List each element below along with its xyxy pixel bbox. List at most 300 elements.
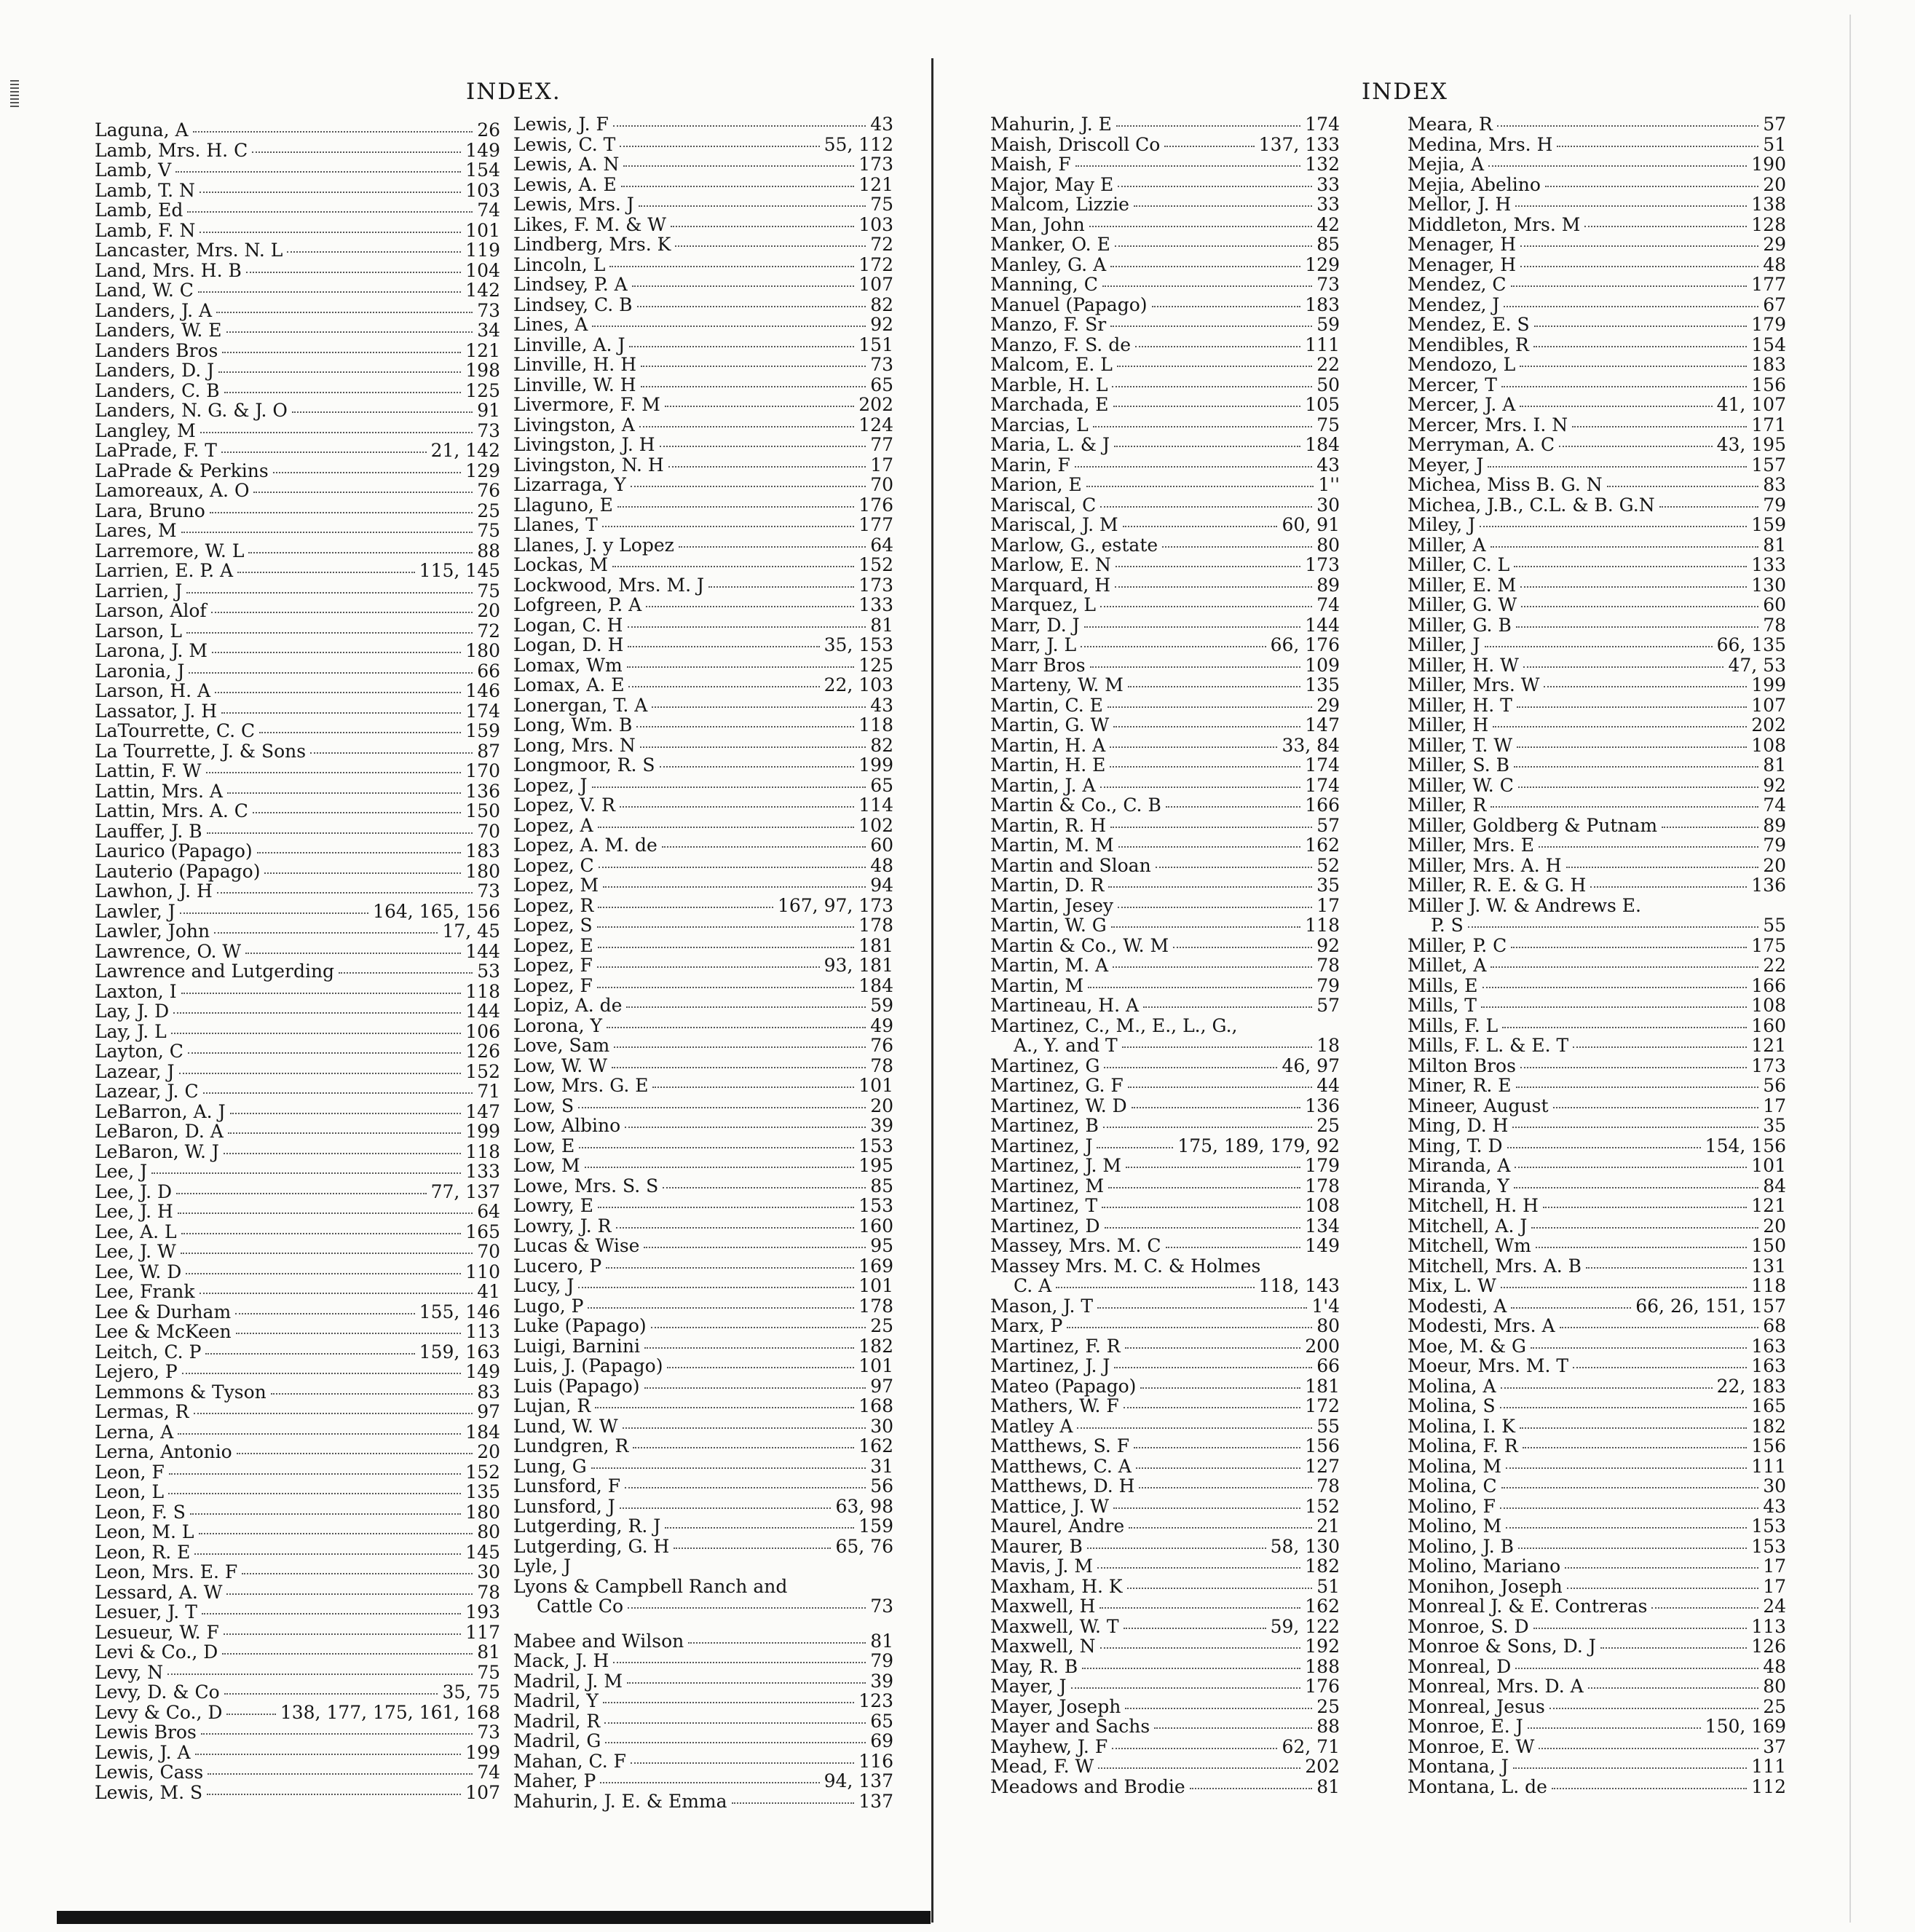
index-entry — [95, 240, 500, 261]
dot-leader — [632, 285, 855, 287]
dot-leader — [597, 926, 855, 928]
entry-pages: 97 — [870, 1375, 893, 1397]
entry-pages: 182 — [858, 1335, 893, 1357]
index-entry — [1407, 1316, 1786, 1336]
entry-pages: 181 — [1305, 1375, 1340, 1397]
dot-leader — [1115, 586, 1312, 588]
dot-leader — [674, 1547, 831, 1549]
entry-name: Lay, J. L — [95, 1020, 167, 1042]
index-entry — [990, 154, 1340, 175]
entry-name: Miller J. W. & Andrews E. — [1407, 894, 1641, 916]
entry-name: Mendibles, R — [1407, 334, 1529, 355]
dot-leader — [1123, 526, 1278, 527]
dot-leader — [212, 652, 461, 653]
entry-name: Maurer, B — [990, 1535, 1083, 1557]
index-entry — [95, 381, 500, 401]
dot-leader — [1517, 706, 1747, 708]
entry-name: Lewis, Mrs. J — [513, 194, 634, 215]
dot-leader — [1502, 1027, 1747, 1028]
entry-name: Martinez, B — [990, 1115, 1099, 1136]
entry-name: Miller, H — [1407, 714, 1489, 736]
index-entry — [95, 1602, 500, 1623]
entry-pages: 112 — [1751, 1775, 1786, 1797]
dot-leader — [1651, 1607, 1758, 1609]
entry-name: Mix, L. W — [1407, 1275, 1496, 1296]
entry-pages: 130 — [1751, 574, 1786, 596]
dot-leader — [1557, 146, 1758, 147]
dot-leader — [1118, 186, 1312, 187]
index-column-4 — [1407, 114, 1786, 1797]
dot-leader — [224, 1693, 438, 1695]
entry-pages: 60, 91 — [1282, 514, 1340, 535]
entry-name: Lay, J. D — [95, 1001, 170, 1022]
entry-pages: 67 — [1763, 293, 1786, 315]
entry-name: Miller, E. M — [1407, 574, 1517, 596]
index-entry — [95, 221, 500, 241]
entry-name: Mejia, Abelino — [1407, 173, 1541, 195]
entry-pages: 64 — [870, 534, 893, 556]
dot-leader — [1500, 1407, 1748, 1408]
index-entry — [513, 816, 893, 836]
entry-pages: 151 — [858, 334, 893, 355]
entry-pages: 138, 177, 175, 161, 168 — [280, 1701, 500, 1723]
dot-leader — [616, 1227, 855, 1229]
entry-name: Lopiz, A. de — [513, 995, 623, 1016]
entry-name: Menager, H — [1407, 253, 1517, 275]
dot-leader — [224, 392, 462, 393]
entry-pages: 33 — [1316, 173, 1340, 195]
entry-name: Larrien, J — [95, 580, 183, 602]
entry-pages: 121 — [1751, 1195, 1786, 1216]
index-entry — [990, 955, 1340, 976]
entry-pages: 145 — [465, 1541, 500, 1563]
dot-leader — [1482, 987, 1748, 988]
index-entry — [1407, 795, 1786, 816]
entry-name: Lamb, T. N — [95, 179, 195, 201]
entry-name: Luigi, Barnini — [513, 1335, 641, 1357]
index-entry — [95, 1542, 500, 1563]
entry-pages: 128 — [1751, 213, 1786, 235]
entry-pages: 105 — [1305, 394, 1340, 415]
entry-pages: 167, 97, 173 — [777, 894, 893, 916]
entry-pages: 81 — [870, 1630, 893, 1652]
index-entry — [513, 1236, 893, 1256]
entry-pages: 153 — [1751, 1515, 1786, 1537]
dot-leader — [1659, 506, 1759, 508]
dot-leader — [1520, 366, 1747, 367]
entry-pages: 166 — [1751, 974, 1786, 996]
entry-name: Lutgerding, G. H — [513, 1535, 670, 1557]
dot-leader — [1507, 1147, 1701, 1148]
entry-name: Lowry, J. R — [513, 1215, 612, 1237]
dot-leader — [1122, 1046, 1312, 1048]
index-entry — [990, 835, 1340, 856]
dot-leader — [180, 912, 368, 914]
index-entry — [513, 1096, 893, 1116]
entry-pages: 77, 137 — [430, 1180, 500, 1202]
entry-pages: 25 — [870, 1315, 893, 1336]
entry-pages: 129 — [1305, 253, 1340, 275]
entry-name: Madril, Y — [513, 1690, 599, 1711]
index-entry — [95, 1582, 500, 1603]
entry-pages: 17 — [1763, 1556, 1786, 1577]
dot-leader — [189, 672, 473, 674]
entry-name: Mendozo, L — [1407, 354, 1516, 375]
index-entry — [513, 675, 893, 695]
index-entry — [95, 661, 500, 682]
index-entry — [990, 295, 1340, 315]
dot-leader — [1501, 386, 1747, 387]
entry-pages: 82 — [870, 734, 893, 756]
entry-pages: 1'4 — [1311, 1295, 1340, 1317]
entry-pages: 126 — [1751, 1636, 1786, 1657]
entry-pages: 80 — [477, 1521, 500, 1542]
entry-pages: 184 — [465, 1421, 500, 1443]
entry-name: Martinez, M — [990, 1175, 1105, 1196]
index-entry — [95, 1342, 500, 1363]
dot-leader — [633, 1447, 854, 1448]
index-entry — [513, 1596, 893, 1617]
index-entry — [990, 435, 1340, 455]
entry-pages: 84 — [1763, 1175, 1786, 1196]
dot-leader — [1518, 1547, 1747, 1549]
index-entry — [1407, 1537, 1786, 1557]
dot-leader — [200, 232, 461, 233]
dot-leader — [1515, 1167, 1747, 1168]
dot-leader — [1190, 1788, 1313, 1789]
index-entry — [95, 861, 500, 882]
index-entry — [1407, 915, 1786, 936]
entry-pages: 149 — [465, 1361, 500, 1382]
entry-pages: 89 — [1316, 574, 1340, 596]
entry-name: Monroe, S. D — [1407, 1615, 1529, 1637]
dot-leader — [578, 1107, 866, 1108]
dot-leader — [200, 432, 473, 433]
entry-pages: 156 — [1751, 374, 1786, 395]
entry-pages: 199 — [465, 1121, 500, 1142]
entry-name: Lawrence, O. W — [95, 940, 242, 962]
dot-leader — [604, 1722, 866, 1724]
index-entry — [95, 421, 500, 441]
index-entry — [1407, 295, 1786, 315]
entry-pages: 50 — [1316, 374, 1340, 395]
entry-pages: 154, 156 — [1705, 1135, 1786, 1156]
dot-leader — [1152, 306, 1301, 307]
index-entry — [513, 395, 893, 415]
entry-pages: 133 — [465, 1161, 500, 1182]
dot-leader — [226, 1714, 275, 1715]
entry-name: Martin and Sloan — [990, 854, 1151, 876]
index-entry — [990, 675, 1340, 695]
entry-name: Martin, G. W — [990, 714, 1110, 736]
entry-pages: 178 — [858, 915, 893, 936]
entry-pages: 178 — [858, 1295, 893, 1317]
dot-leader — [1108, 886, 1312, 888]
index-entry — [95, 701, 500, 722]
dot-leader — [1514, 566, 1747, 567]
index-entry — [990, 715, 1340, 736]
index-entry — [513, 475, 893, 495]
index-entry — [1407, 555, 1786, 575]
index-entry — [513, 1456, 893, 1477]
entry-name: Mendez, J — [1407, 293, 1500, 315]
entry-pages: 126 — [465, 1041, 500, 1062]
entry-pages: 111 — [1751, 1455, 1786, 1477]
entry-name: Miller, S. B — [1407, 754, 1509, 776]
dot-leader — [1071, 1687, 1301, 1689]
index-entry — [1407, 1296, 1786, 1317]
index-entry — [95, 360, 500, 381]
index-entry — [1407, 1756, 1786, 1777]
entry-pages: 182 — [1305, 1556, 1340, 1577]
entry-name: Matthews, D. H — [990, 1475, 1135, 1497]
entry-pages: 83 — [477, 1381, 500, 1403]
entry-name: Martinez, G — [990, 1054, 1100, 1076]
dot-leader — [1468, 926, 1758, 928]
index-entry — [990, 1676, 1340, 1697]
index-entry — [95, 1302, 500, 1322]
entry-pages: 133 — [858, 594, 893, 615]
entry-name: Manuel (Papago) — [990, 293, 1148, 315]
index-entry — [95, 921, 500, 942]
index-entry — [95, 320, 500, 341]
index-entry — [95, 280, 500, 301]
entry-name: Lerna, Antonio — [95, 1441, 232, 1462]
index-entry — [990, 1256, 1340, 1277]
entry-pages: 202 — [858, 394, 893, 415]
dot-leader — [1545, 186, 1758, 187]
dot-leader — [603, 1702, 854, 1703]
entry-pages: 25 — [1316, 1695, 1340, 1717]
entry-pages: 39 — [870, 1115, 893, 1136]
dot-leader — [201, 1733, 473, 1735]
dot-leader — [1504, 306, 1758, 307]
entry-pages: 55 — [1316, 1415, 1340, 1437]
entry-pages: 75 — [477, 520, 500, 541]
index-entry — [95, 301, 500, 321]
index-entry — [990, 1336, 1340, 1357]
entry-pages: 79 — [1763, 835, 1786, 856]
index-entry — [513, 835, 893, 856]
entry-pages: 35 — [1316, 875, 1340, 896]
index-entry — [990, 1456, 1340, 1477]
dot-leader — [631, 1762, 854, 1764]
entry-name: Marcias, L — [990, 414, 1089, 435]
entry-name: Maria, L. & J — [990, 434, 1110, 455]
dot-leader — [1488, 165, 1747, 167]
entry-name: Lorona, Y — [513, 1014, 603, 1036]
entry-pages: 183 — [1305, 293, 1340, 315]
index-entry — [990, 1617, 1340, 1637]
entry-name: Lamb, V — [95, 159, 172, 181]
dot-leader — [1515, 205, 1747, 207]
index-entry — [990, 575, 1340, 596]
dot-leader — [181, 1253, 473, 1254]
entry-pages: 48 — [1763, 1655, 1786, 1677]
index-entry — [990, 1396, 1340, 1416]
index-entry — [990, 495, 1340, 516]
entry-pages: 18 — [1316, 1035, 1340, 1056]
dot-leader — [663, 1187, 866, 1188]
page-title-left: INDEX. — [466, 79, 561, 105]
entry-name: Lazear, J. C — [95, 1081, 199, 1102]
index-entry — [990, 1756, 1340, 1777]
entry-pages: 92 — [1763, 774, 1786, 796]
entry-name: Lewis, A. E — [513, 173, 617, 195]
dot-leader — [273, 472, 462, 473]
entry-pages: 198 — [465, 360, 500, 381]
entry-name: Mejia, A — [1407, 154, 1484, 175]
dot-leader — [613, 1662, 866, 1663]
index-entry — [990, 1537, 1340, 1557]
dot-leader — [1113, 1507, 1300, 1509]
entry-name: Lewis, J. F — [513, 114, 609, 135]
dot-leader — [194, 1553, 461, 1555]
entry-name: Lee & Durham — [95, 1301, 232, 1322]
entry-name: Lewis Bros — [95, 1722, 197, 1743]
entry-name: Lamb, F. N — [95, 219, 196, 241]
entry-pages: 30 — [1763, 1475, 1786, 1497]
dot-leader — [1600, 1647, 1748, 1649]
entry-name: Leon, F — [95, 1461, 165, 1483]
index-entry — [1407, 535, 1786, 556]
index-entry — [990, 1436, 1340, 1456]
dot-leader — [1125, 1708, 1312, 1709]
index-entry — [990, 475, 1340, 495]
entry-pages: 77 — [870, 434, 893, 455]
index-entry — [513, 234, 893, 255]
index-entry — [1407, 1777, 1786, 1797]
dot-leader — [640, 746, 866, 748]
entry-pages: 162 — [1305, 1596, 1340, 1617]
dot-leader — [671, 226, 854, 227]
dot-leader — [200, 1293, 473, 1294]
entry-name: LeBaron, D. A — [95, 1121, 224, 1142]
index-entry — [1407, 715, 1786, 736]
index-entry — [95, 641, 500, 661]
entry-name: LaPrade & Perkins — [95, 460, 269, 481]
entry-pages: 20 — [477, 600, 500, 621]
entry-pages: 75 — [1316, 414, 1340, 435]
dot-leader — [221, 452, 427, 453]
entry-name: Laurico (Papago) — [95, 840, 253, 861]
entry-pages: 78 — [477, 1581, 500, 1603]
entry-pages: 190 — [1751, 154, 1786, 175]
entry-pages: 78 — [870, 1054, 893, 1076]
entry-pages: 78 — [1316, 955, 1340, 976]
dot-leader — [628, 646, 819, 647]
entry-pages: 137, 133 — [1258, 133, 1340, 155]
index-entry — [513, 154, 893, 175]
index-entry — [513, 1036, 893, 1056]
entry-pages: 80 — [1316, 1315, 1340, 1336]
dot-leader — [641, 366, 866, 367]
index-entry — [513, 1651, 893, 1671]
dot-leader — [1586, 1267, 1747, 1269]
entry-pages: 111 — [1751, 1756, 1786, 1777]
entry-pages: 57 — [1316, 814, 1340, 836]
entry-name: Lee, J. H — [95, 1201, 173, 1222]
dot-leader — [1134, 1447, 1300, 1448]
entry-name: Low, E — [513, 1135, 575, 1156]
dot-leader — [1090, 666, 1301, 668]
index-entry — [513, 555, 893, 575]
entry-pages: 95 — [870, 1235, 893, 1256]
entry-pages: 88 — [1316, 1716, 1340, 1737]
index-entry — [513, 856, 893, 876]
dot-leader — [199, 1533, 473, 1534]
dot-leader — [1114, 446, 1300, 447]
dot-leader — [617, 506, 854, 508]
dot-leader — [627, 666, 855, 668]
dot-leader — [271, 1393, 473, 1395]
index-entry — [990, 395, 1340, 415]
entry-name: Martinez, C., M., E., L., G., — [990, 1014, 1238, 1036]
dot-leader — [637, 306, 866, 307]
entry-name: Martin, W. G — [990, 915, 1107, 936]
entry-name: Laxton, I — [95, 980, 177, 1002]
dot-leader — [264, 872, 461, 874]
dot-leader — [1533, 346, 1747, 347]
index-entry — [990, 1236, 1340, 1256]
entry-pages: 103 — [858, 213, 893, 235]
entry-pages: 118 — [1751, 1275, 1786, 1296]
dot-leader — [207, 832, 473, 834]
dot-leader — [1543, 1207, 1747, 1208]
entry-name: Leon, L — [95, 1481, 165, 1502]
entry-pages: 49 — [870, 1014, 893, 1036]
entry-name: Lucero, P — [513, 1255, 602, 1277]
index-entry — [95, 261, 500, 281]
entry-name: Miller, Goldberg & Putnam — [1407, 814, 1658, 836]
dot-leader — [1566, 867, 1759, 868]
index-entry — [990, 875, 1340, 896]
index-entry — [95, 841, 500, 861]
entry-name: Mason, J. T — [990, 1295, 1094, 1317]
dot-leader — [688, 1642, 866, 1644]
entry-pages: 117 — [465, 1621, 500, 1643]
page-title-right: INDEX — [1362, 79, 1448, 105]
entry-name: Lopez, E — [513, 934, 593, 956]
entry-name: Molina, S — [1407, 1395, 1496, 1416]
index-entry — [990, 1056, 1340, 1076]
dot-leader — [193, 131, 473, 133]
entry-name: Longmoor, R. S — [513, 754, 655, 776]
entry-pages: 183 — [1751, 354, 1786, 375]
dot-leader — [253, 812, 461, 813]
entry-name: Lattin, Mrs. A. C — [95, 800, 248, 821]
index-entry — [95, 1022, 500, 1042]
index-entry — [513, 1016, 893, 1036]
dot-leader — [625, 1487, 866, 1489]
entry-name: Lee, Frank — [95, 1281, 195, 1302]
index-entry — [513, 194, 893, 215]
entry-name: Lyle, J — [513, 1556, 571, 1577]
dot-leader — [600, 1782, 819, 1783]
index-entry — [513, 375, 893, 395]
index-entry — [513, 315, 893, 335]
entry-pages: 37 — [1763, 1735, 1786, 1757]
dot-leader — [1501, 1387, 1713, 1389]
entry-name: Moe, M. & G — [1407, 1335, 1527, 1357]
entry-pages: 65, 76 — [835, 1535, 893, 1557]
entry-name: Luis, J. (Papago) — [513, 1355, 663, 1376]
index-entry — [95, 601, 500, 621]
entry-pages: 70 — [477, 820, 500, 842]
index-entry — [95, 1623, 500, 1643]
entry-name: Monihon, Joseph — [1407, 1575, 1563, 1597]
entry-pages: 101 — [1751, 1155, 1786, 1176]
